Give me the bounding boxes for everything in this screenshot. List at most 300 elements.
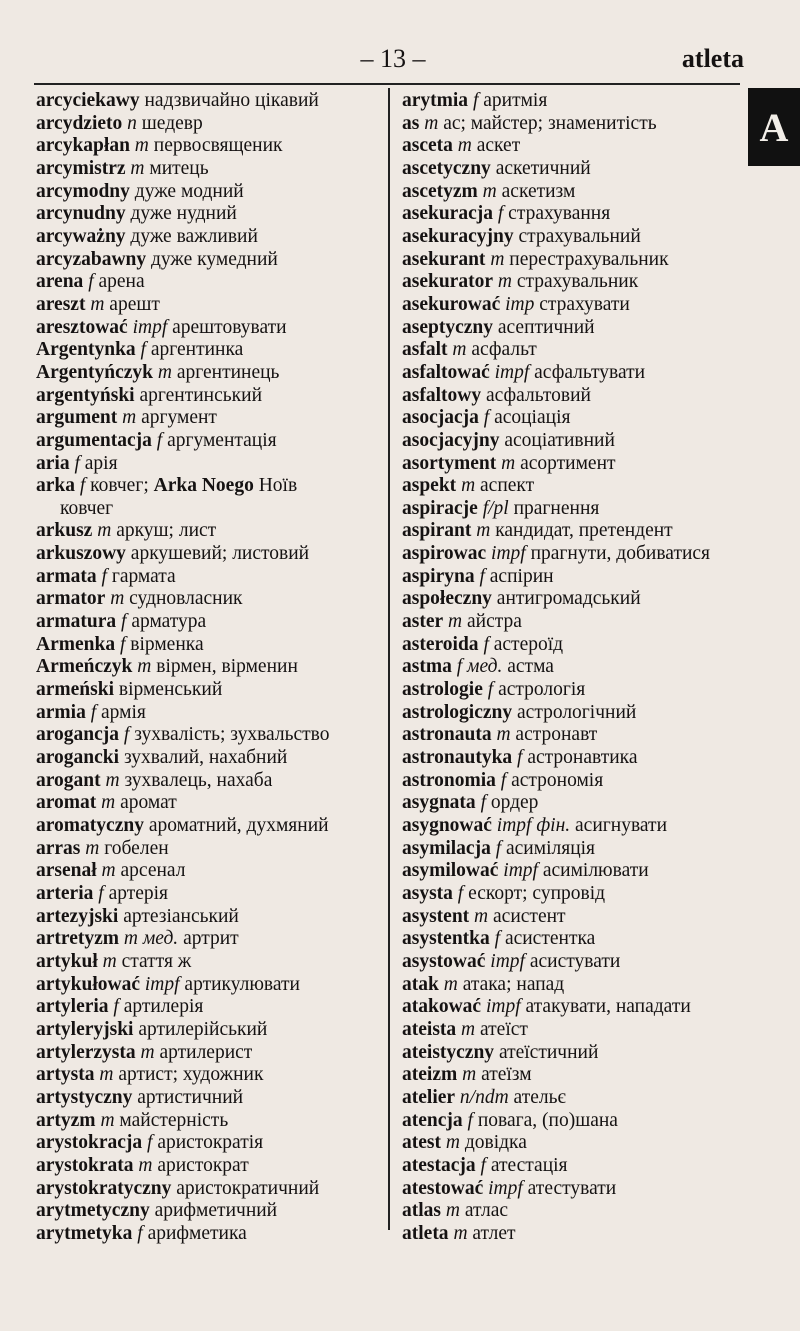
dictionary-entry xyxy=(36,770,382,793)
translation: антигромадський xyxy=(496,588,641,610)
headword: artysta xyxy=(36,1064,95,1086)
headword: arteria xyxy=(36,882,94,904)
grammar-label: f xyxy=(497,203,504,225)
grammar-label: impf xyxy=(490,950,525,972)
dictionary-entry xyxy=(402,1064,742,1087)
dictionary-entry xyxy=(36,430,382,453)
headword: armatura xyxy=(36,611,117,633)
page-number: – 13 – xyxy=(360,44,426,73)
grammar-label: m xyxy=(157,361,172,383)
headword: ascetyzm xyxy=(402,180,478,202)
grammar-label: f xyxy=(123,724,130,746)
translation: асистувати xyxy=(529,950,621,972)
grammar-label: m xyxy=(122,407,137,429)
grammar-label: f xyxy=(113,996,119,1018)
dictionary-entry xyxy=(36,860,382,883)
headword: asekuracyjny xyxy=(402,225,514,247)
translation: страхувальник xyxy=(516,271,639,293)
dictionary-entry xyxy=(36,679,382,702)
dictionary-entry xyxy=(402,906,742,929)
dictionary-entry xyxy=(402,634,742,657)
translation: аргентинка xyxy=(150,339,244,361)
translation: ароматний, духмяний xyxy=(148,815,329,836)
headword: astronomia xyxy=(402,769,496,791)
dictionary-entry xyxy=(402,588,742,611)
dictionary-entry xyxy=(402,339,742,362)
dictionary-entry xyxy=(402,249,742,272)
translation: асоціація xyxy=(494,407,571,429)
headword: astma xyxy=(402,656,452,678)
headword: Argentynka xyxy=(36,339,136,361)
translation: астронавт xyxy=(515,724,598,746)
headword: asystent xyxy=(402,905,470,927)
dictionary-entry xyxy=(402,1042,742,1065)
dictionary-entry xyxy=(36,1019,382,1042)
translation: вірменський xyxy=(118,679,223,701)
grammar-label: f xyxy=(140,339,146,361)
headword: artyzm xyxy=(36,1109,96,1131)
translation: астронавтика xyxy=(527,747,638,769)
grammar-label: m xyxy=(100,1109,115,1131)
translation: артистичний xyxy=(137,1086,244,1108)
dictionary-entry xyxy=(36,1178,382,1201)
headword: aspołeczny xyxy=(402,588,492,610)
grammar-label: impf xyxy=(488,1177,523,1199)
dictionary-entry xyxy=(36,181,382,204)
dictionary-entry xyxy=(402,498,742,521)
grammar-label: f xyxy=(101,565,107,587)
grammar-label: f xyxy=(156,429,163,451)
headword: asysta xyxy=(402,882,453,904)
dictionary-entry xyxy=(402,860,742,883)
translation: зухвалий, нахабний xyxy=(123,747,288,769)
headword: aromat xyxy=(36,792,97,814)
translation: артикулювати xyxy=(184,973,300,995)
translation: аристократичний xyxy=(176,1177,320,1199)
translation: судновласник xyxy=(129,588,243,610)
dictionary-entry xyxy=(402,1110,742,1133)
translation: зухвалець, нахаба xyxy=(124,769,273,791)
dictionary-entry xyxy=(402,520,742,543)
headword: atestacja xyxy=(402,1154,476,1176)
headword: arcyciekawy xyxy=(36,90,140,111)
headword: asceta xyxy=(402,135,453,157)
grammar-label: f xyxy=(494,928,501,950)
headword: armia xyxy=(36,701,86,723)
dictionary-entry xyxy=(36,747,382,770)
dictionary-entry xyxy=(36,702,382,725)
dictionary-entry xyxy=(402,135,742,158)
dictionary-entry xyxy=(402,770,742,793)
headword: arytmetyka xyxy=(36,1222,133,1244)
translation: аркуш; лист xyxy=(116,520,217,542)
letter-tab: A xyxy=(748,88,800,166)
headword: Armeńczyk xyxy=(36,656,133,678)
dictionary-entry xyxy=(36,475,382,520)
headword: arogancki xyxy=(36,747,120,769)
grammar-label: f xyxy=(483,407,490,429)
dictionary-entry xyxy=(36,339,382,362)
headword: armator xyxy=(36,588,106,610)
translation: ас; майстер; знаменитість xyxy=(443,112,657,134)
grammar-label: m xyxy=(102,950,117,972)
grammar-label: m xyxy=(110,588,125,610)
headword: aspiracje xyxy=(402,497,478,519)
grammar-label: m xyxy=(461,475,476,497)
dictionary-entry xyxy=(36,158,382,181)
grammar-label: m мед. xyxy=(123,928,179,950)
headword: aspirant xyxy=(402,520,472,542)
dictionary-entry xyxy=(402,1155,742,1178)
dictionary-entry xyxy=(36,883,382,906)
translation: асистентка xyxy=(504,928,596,950)
grammar-label: m xyxy=(461,1018,476,1040)
headword: artyleria xyxy=(36,996,109,1018)
translation: айстра xyxy=(467,611,522,633)
dictionary-entry xyxy=(402,158,742,181)
translation: артилерійський xyxy=(138,1018,268,1040)
translation: зухвалість; зухвальство xyxy=(134,724,330,746)
headword: aseptyczny xyxy=(402,316,493,338)
dictionary-entry xyxy=(402,1087,742,1110)
headword: arcyzabawny xyxy=(36,248,147,270)
dictionary-entry xyxy=(402,453,742,476)
headword: armeński xyxy=(36,679,114,701)
dictionary-entry xyxy=(36,90,382,113)
translation: арешт xyxy=(109,293,160,315)
dictionary-entry xyxy=(402,407,742,430)
dictionary-entry xyxy=(36,792,382,815)
grammar-label: f xyxy=(90,701,97,723)
translation: гобелен xyxy=(104,837,169,859)
dictionary-entry xyxy=(36,974,382,997)
dictionary-entry xyxy=(402,951,742,974)
translation: аскетичний xyxy=(495,157,591,179)
headword: asystentka xyxy=(402,928,490,950)
translation: асоціативний xyxy=(504,429,615,451)
grammar-label: f xyxy=(98,882,104,904)
headword: atakować xyxy=(402,996,482,1018)
dictionary-entry xyxy=(402,747,742,770)
translation: арифметика xyxy=(147,1222,247,1244)
dictionary-entry xyxy=(402,656,742,679)
headword: asfaltowy xyxy=(402,384,482,406)
headword: astronauta xyxy=(402,724,492,746)
translation: аргентинець xyxy=(176,361,280,383)
translation: довідка xyxy=(464,1132,527,1154)
grammar-label: f xyxy=(480,1154,486,1176)
grammar-label: f xyxy=(137,1222,143,1244)
dictionary-entry xyxy=(402,1019,742,1042)
dictionary-entry xyxy=(402,1200,742,1223)
translation: аргентинський xyxy=(139,384,263,406)
grammar-label: f xyxy=(147,1132,153,1154)
translation: вірменка xyxy=(130,633,204,655)
translation: атакувати, нападати xyxy=(525,996,691,1018)
grammar-label: f/pl xyxy=(482,497,509,519)
dictionary-entry xyxy=(36,317,382,340)
dictionary-entry xyxy=(36,996,382,1019)
grammar-label: m xyxy=(457,135,472,157)
translation: дуже кумедний xyxy=(151,248,278,270)
phrase-translation: Ноїв xyxy=(258,475,298,497)
headword: aromatyczny xyxy=(36,815,144,836)
dictionary-entry xyxy=(36,271,382,294)
dictionary-entry xyxy=(36,656,382,679)
translation: астрологія xyxy=(498,679,586,701)
headword: artykuł xyxy=(36,950,98,972)
dictionary-entry xyxy=(36,928,382,951)
translation: аргумент xyxy=(141,407,217,429)
grammar-label: m xyxy=(99,1064,114,1086)
dictionary-entry xyxy=(402,996,742,1019)
grammar-label: m xyxy=(453,1222,468,1244)
headword: asocjacja xyxy=(402,407,479,429)
headword: asekurant xyxy=(402,248,486,270)
headword: argumentacja xyxy=(36,429,152,451)
grammar-label: f xyxy=(121,611,127,633)
dictionary-entry xyxy=(36,566,382,589)
translation: атестація xyxy=(490,1154,568,1176)
dictionary-entry xyxy=(402,792,742,815)
translation: ательє xyxy=(513,1086,566,1108)
headword: artretyzm xyxy=(36,928,119,950)
grammar-label: imp xyxy=(505,293,535,315)
headword: atestować xyxy=(402,1177,484,1199)
headword: atencja xyxy=(402,1109,463,1131)
grammar-label: f xyxy=(457,882,464,904)
headword: arcynudny xyxy=(36,203,126,225)
grammar-label: m xyxy=(445,1132,460,1154)
headword: aresztować xyxy=(36,316,128,338)
grammar-label: f xyxy=(74,452,80,474)
headword: arras xyxy=(36,837,81,859)
grammar-label: m xyxy=(85,837,100,859)
translation: аритмія xyxy=(483,90,548,111)
headword: arogant xyxy=(36,769,101,791)
grammar-label: f xyxy=(119,633,126,655)
headword: aspiryna xyxy=(402,565,475,587)
dictionary-entry xyxy=(402,702,742,725)
translation: артезіанський xyxy=(123,905,239,927)
headword: arena xyxy=(36,271,84,293)
translation: повага, (по)шана xyxy=(477,1109,618,1131)
headword: arytmia xyxy=(402,90,469,111)
translation: аркушевий; листовий xyxy=(130,543,310,565)
guide-word: atleta xyxy=(681,44,744,73)
translation: аспект xyxy=(480,475,535,497)
headword: asocjacyjny xyxy=(402,429,500,451)
grammar-label: m xyxy=(462,1064,477,1086)
translation: асфальт xyxy=(471,339,537,361)
translation: ордер xyxy=(490,792,539,814)
grammar-label: n xyxy=(127,112,137,134)
headword: artezyjski xyxy=(36,905,119,927)
grammar-label: m xyxy=(443,973,458,995)
grammar-label: impf xyxy=(491,543,526,565)
headword: aspekt xyxy=(402,475,457,497)
translation: майстерність xyxy=(119,1109,229,1131)
headword: aster xyxy=(402,611,444,633)
grammar-label: f xyxy=(487,679,494,701)
headword: ateista xyxy=(402,1018,457,1040)
phrase-headword: Arka Noego xyxy=(153,475,254,497)
grammar-label: m xyxy=(490,248,505,270)
grammar-label: m xyxy=(134,135,149,157)
headword: arytmetyczny xyxy=(36,1200,150,1222)
headword: atelier xyxy=(402,1086,456,1108)
headword: arcykapłan xyxy=(36,135,130,157)
translation: кандидат, претендент xyxy=(495,520,673,542)
grammar-label: f xyxy=(495,837,502,859)
translation: арена xyxy=(98,271,145,293)
grammar-label: n/ndm xyxy=(459,1086,509,1108)
grammar-label: m xyxy=(474,905,489,927)
grammar-label: m xyxy=(476,520,491,542)
headword: astronautyka xyxy=(402,747,513,769)
dictionary-entry xyxy=(36,906,382,929)
dictionary-entry xyxy=(402,385,742,408)
translation: первосвященик xyxy=(153,135,283,157)
grammar-label: m xyxy=(448,611,463,633)
dictionary-entry xyxy=(36,724,382,747)
grammar-label: impf xyxy=(485,996,521,1018)
headword: arcymodny xyxy=(36,180,130,202)
translation: арматура xyxy=(131,611,207,633)
dictionary-entry xyxy=(36,135,382,158)
translation: аристократ xyxy=(157,1154,249,1176)
translation: асистент xyxy=(493,905,566,927)
dictionary-entry xyxy=(402,974,742,997)
dictionary-entry xyxy=(36,294,382,317)
dictionary-entry xyxy=(402,1223,742,1246)
translation: дуже модний xyxy=(134,180,244,202)
dictionary-entry xyxy=(402,226,742,249)
grammar-label: m xyxy=(482,180,497,202)
translation: асфальтувати xyxy=(534,361,646,383)
translation: надзвичайно цікавий xyxy=(144,90,319,111)
translation: аспірин xyxy=(489,565,554,587)
dictionary-entry xyxy=(402,362,742,385)
dictionary-entry xyxy=(36,113,382,136)
grammar-label: m xyxy=(496,724,511,746)
header-rule xyxy=(34,83,740,85)
grammar-label: m xyxy=(90,293,105,315)
translation: митець xyxy=(149,157,209,179)
headword: artykułować xyxy=(36,973,140,995)
translation: атеїзм xyxy=(481,1064,532,1086)
headword: asekuracja xyxy=(402,203,493,225)
dictionary-entry xyxy=(402,883,742,906)
headword: arystokracja xyxy=(36,1132,143,1154)
translation: артилерія xyxy=(123,996,204,1018)
headword: asekurować xyxy=(402,293,501,315)
grammar-label: m xyxy=(137,656,152,678)
grammar-label: m xyxy=(130,157,145,179)
dictionary-entry xyxy=(36,543,382,566)
headword: atleta xyxy=(402,1222,449,1244)
dictionary-entry xyxy=(36,1042,382,1065)
translation: артист; художник xyxy=(118,1064,264,1086)
headword: aspirowac xyxy=(402,543,487,565)
headword: areszt xyxy=(36,293,86,315)
headword: argument xyxy=(36,407,118,429)
dictionary-entry xyxy=(36,520,382,543)
dictionary-entry xyxy=(36,1155,382,1178)
translation: аскет xyxy=(476,135,521,157)
headword: asteroida xyxy=(402,633,479,655)
dictionary-entry xyxy=(36,634,382,657)
translation: вірмен, вірменин xyxy=(156,656,298,678)
dictionary-entry xyxy=(36,1110,382,1133)
translation: перестрахувальник xyxy=(509,248,669,270)
translation: асигнувати xyxy=(575,815,668,836)
grammar-label: f xyxy=(79,475,86,497)
dictionary-entry xyxy=(36,1064,382,1087)
grammar-label: m xyxy=(101,860,116,882)
translation: арія xyxy=(84,452,118,474)
dictionary-entry xyxy=(36,203,382,226)
dictionary-entry xyxy=(36,588,382,611)
headword: asymilacja xyxy=(402,837,491,859)
right-column xyxy=(402,90,742,1245)
headword: arcyważny xyxy=(36,225,126,247)
dictionary-entry xyxy=(402,724,742,747)
grammar-label: m xyxy=(138,1154,153,1176)
grammar-label: m xyxy=(445,1200,460,1222)
headword: asystować xyxy=(402,950,486,972)
translation: шедевр xyxy=(141,112,203,134)
translation: артерія xyxy=(108,882,169,904)
headword: ateistyczny xyxy=(402,1041,495,1063)
dictionary-entry xyxy=(36,838,382,861)
dictionary-entry xyxy=(402,113,742,136)
dictionary-entry xyxy=(36,1200,382,1223)
grammar-label: f xyxy=(472,90,479,111)
headword: arogancja xyxy=(36,724,120,746)
dictionary-entry xyxy=(402,611,742,634)
translation: астрономія xyxy=(511,769,604,791)
headword: asortyment xyxy=(402,452,497,474)
translation: аромат xyxy=(120,792,177,814)
headword: atak xyxy=(402,973,439,995)
dictionary-entry xyxy=(402,317,742,340)
translation: атака; напад xyxy=(462,973,565,995)
grammar-label: impf xyxy=(494,361,530,383)
left-column xyxy=(36,90,382,1245)
headword: arka xyxy=(36,475,75,497)
dictionary-entry xyxy=(36,453,382,476)
grammar-label: impf xyxy=(144,973,180,995)
headword: ascetyczny xyxy=(402,157,491,179)
dictionary-entry xyxy=(402,815,742,838)
dictionary-entry xyxy=(36,362,382,385)
grammar-label: impf xyxy=(503,860,538,882)
headword: artystyczny xyxy=(36,1086,133,1108)
headword: arcydzieto xyxy=(36,112,123,134)
translation: асортимент xyxy=(520,452,616,474)
headword: arkusz xyxy=(36,520,93,542)
grammar-label: f xyxy=(500,769,507,791)
dictionary-entry xyxy=(36,815,382,838)
dictionary-entry xyxy=(402,566,742,589)
dictionary-entry xyxy=(36,1132,382,1155)
headword: artyleryjski xyxy=(36,1018,134,1040)
dictionary-entry xyxy=(402,90,742,113)
grammar-label: m xyxy=(105,769,120,791)
headword: Armenka xyxy=(36,633,116,655)
grammar-label: f xyxy=(517,747,523,769)
